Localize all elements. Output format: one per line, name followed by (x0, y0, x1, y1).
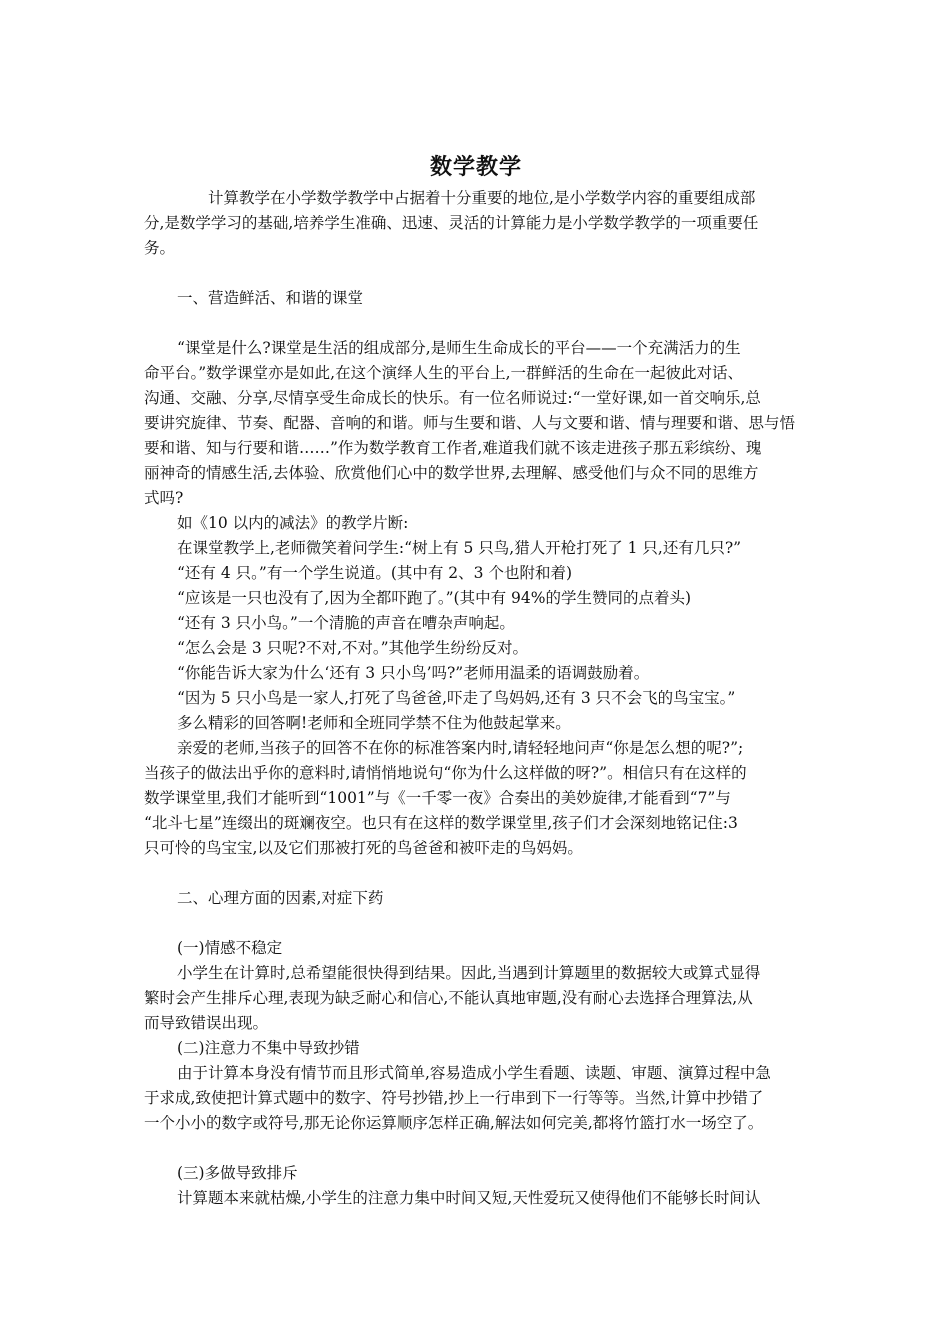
paragraph-line: 亲爱的老师,当孩子的回答不在你的标准答案内时,请轻轻地问声“你是怎么想的呢?”; (177, 739, 744, 757)
paragraph-line: “课堂是什么?课堂是生活的组成部分,是师生生命成长的平台——一个充满活力的生 (177, 339, 741, 357)
document-page (144, 150, 808, 1211)
subsection3-heading: (三)多做导致排斥 (177, 1164, 298, 1182)
paragraph-line: 要和谐、知与行要和谐……”作为数学教育工作者,难道我们就不该走进孩子那五彩缤纷、瑰 (144, 439, 762, 457)
paragraph-line: 只可怜的鸟宝宝,以及它们那被打死的鸟爸爸和被吓走的鸟妈妈。 (144, 839, 583, 857)
paragraph-line: 丽神奇的情感生活,去体验、欣赏他们心中的数学世界,去理解、感受他们与众不同的思维方 (144, 464, 759, 482)
dialogue-line: “还有 4 只。”有一个学生说道。(其中有 2、3 个也附和着) (177, 564, 572, 582)
conclusion-paragraph (144, 736, 808, 861)
example-dialogue (144, 511, 808, 736)
dialogue-line: 多么精彩的回答啊!老师和全班同学禁不住为他鼓起掌来。 (177, 714, 571, 732)
paragraph-line: “北斗七星”连缀出的斑斓夜空。也只有在这样的数学课堂里,孩子们才会深刻地铭记住:3 (144, 814, 738, 832)
paragraph-line: 命平台。”数学课堂亦是如此,在这个演绎人生的平台上,一群鲜活的生命在一起彼此对话、 (144, 364, 744, 382)
subsection3-paragraph (144, 1186, 808, 1211)
paragraph-line: 式吗? (144, 489, 184, 507)
section1-paragraph (144, 336, 808, 511)
paragraph-line: 一个小小的数字或符号,那无论你运算顺序怎样正确,解法如何完美,都将竹篮打水一场空了。 (144, 1114, 764, 1132)
dialogue-line: “还有 3 只小鸟。”一个清脆的声音在嘈杂声响起。 (177, 614, 515, 632)
document-title: 数学教学 (429, 154, 522, 180)
paragraph-line: 由于计算本身没有情节而且形式简单,容易造成小学生看题、读题、审题、演算过程中急 (177, 1064, 771, 1082)
dialogue-line: 在课堂教学上,老师微笑着问学生:“树上有 5 只鸟,猎人开枪打死了 1 只,还有几只?” (177, 539, 742, 557)
dialogue-line: “你能告诉大家为什么‘还有 3 只小鸟’吗?”老师用温柔的语调鼓励着。 (177, 664, 650, 682)
paragraph-line: 而导致错误出现。 (144, 1014, 269, 1032)
paragraph-line: 计算题本来就枯燥,小学生的注意力集中时间又短,天性爱玩又使得他们不能够长时间认 (177, 1189, 761, 1207)
dialogue-line: “应该是一只也没有了,因为全都吓跑了。”(其中有 94%的学生赞同的点着头) (177, 589, 691, 607)
paragraph-line: 沟通、交融、分享,尽情享受生命成长的快乐。有一位名师说过:“一堂好课,如一首交响乐,总 (144, 389, 761, 407)
subsection1-heading: (一)情感不稳定 (177, 939, 283, 957)
intro-line: 分,是数学学习的基础,培养学生准确、迅速、灵活的计算能力是小学数学教学的一项重要任 (144, 214, 759, 232)
section1-heading: 一、营造鲜活、和谐的课堂 (177, 289, 364, 307)
paragraph-line: 数学课堂里,我们才能听到“1001”与《一千零一夜》合奏出的美妙旋律,才能看到“7”与 (144, 789, 731, 807)
intro-line: 务。 (144, 239, 176, 257)
subsection2-heading: (二)注意力不集中导致抄错 (177, 1039, 360, 1057)
paragraph-line: 当孩子的做法出乎你的意料时,请悄悄地说句“你为什么这样做的呀?”。相信只有在这样的 (144, 764, 747, 782)
subsection1-paragraph (144, 961, 808, 1036)
dialogue-line: 如《10 以内的减法》的教学片断: (177, 514, 409, 532)
paragraph-line: 要讲究旋律、节奏、配器、音响的和谐。师与生要和谐、人与文要和谐、情与理要和谐、思与悟 (144, 414, 796, 432)
dialogue-line: “怎么会是 3 只呢?不对,不对。”其他学生纷纷反对。 (177, 639, 529, 657)
intro-line: 计算教学在小学数学教学中占据着十分重要的地位,是小学数学内容的重要组成部 (208, 189, 756, 207)
section2-heading: 二、心理方面的因素,对症下药 (177, 889, 384, 907)
intro-paragraph (144, 186, 808, 261)
paragraph-line: 繁时会产生排斥心理,表现为缺乏耐心和信心,不能认真地审题,没有耐心去选择合理算法,从 (144, 989, 753, 1007)
subsection2-paragraph (144, 1061, 808, 1136)
dialogue-line: “因为 5 只小鸟是一家人,打死了鸟爸爸,吓走了鸟妈妈,还有 3 只不会飞的鸟宝宝。” (177, 689, 736, 707)
paragraph-line: 小学生在计算时,总希望能很快得到结果。因此,当遇到计算题里的数据较大或算式显得 (177, 964, 761, 982)
paragraph-line: 于求成,致使把计算式题中的数字、符号抄错,抄上一行串到下一行等等。当然,计算中抄错了 (144, 1089, 764, 1107)
